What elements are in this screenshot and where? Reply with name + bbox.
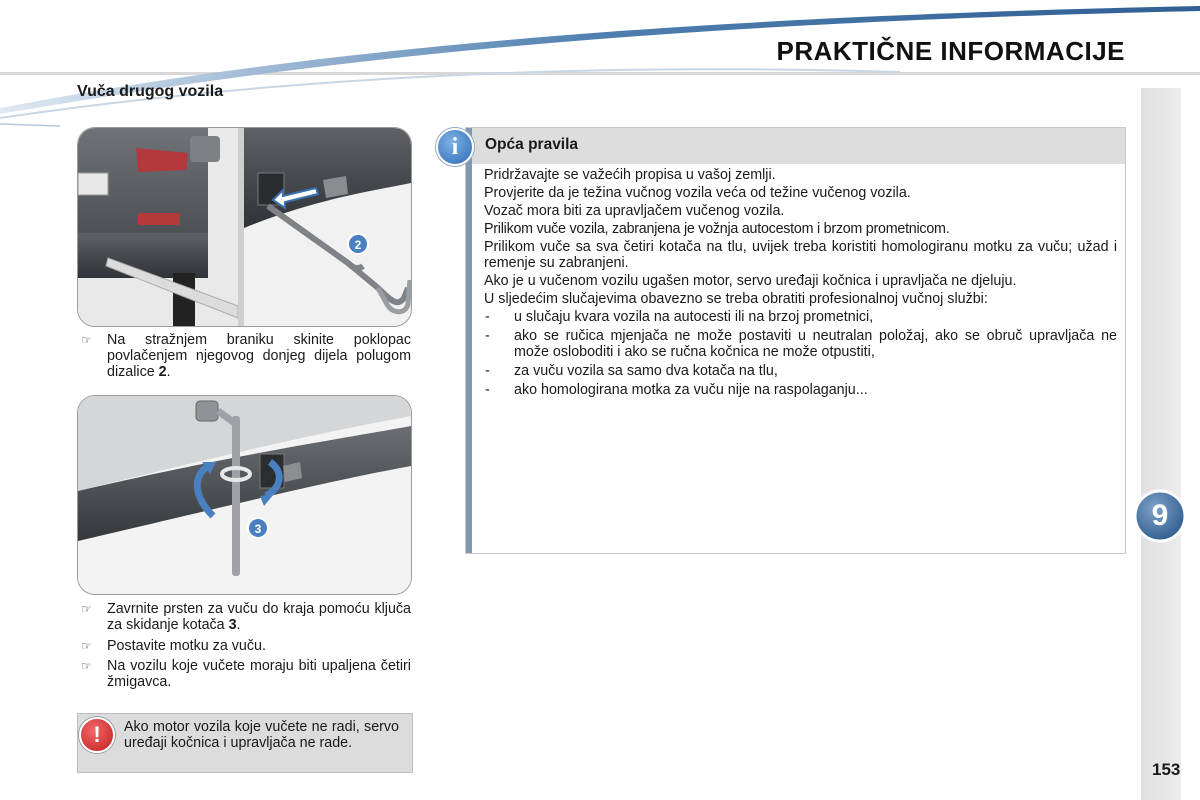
bumper-cover-illustration — [77, 127, 412, 327]
chapter-number: 9 — [1151, 499, 1169, 532]
page-number: 153 — [1152, 760, 1181, 779]
step-2: ☞ Zavrnite prsten za vuču do kraja pomoću ključa za skidanje kotača 3. — [81, 601, 411, 633]
figure2-callout: 3 — [254, 522, 262, 536]
step-3-text: Postavite motku za vuču. — [107, 638, 266, 654]
info-title: Opća pravila — [485, 136, 579, 153]
step-3 — [81, 638, 411, 654]
step-4-text: Na vozilu koje vučete moraju biti upaljena četiri žmigavca. — [107, 658, 411, 690]
warning-text: Ako motor vozila koje vučete ne radi, servo uređaji kočnica i upravljača ne rade. — [124, 719, 399, 751]
info-icon: i — [436, 128, 474, 166]
info-body — [484, 167, 1117, 401]
figure1-callout: 2 — [354, 238, 362, 252]
step-2-text: Zavrnite prsten za vuču do kraja pomoću ključa za skidanje kotača — [107, 601, 411, 633]
info-paragraph: Vozač mora biti za upravljačem vučenog vozila. — [484, 203, 785, 219]
info-paragraph: Ako je u vučenom vozilu ugašen motor, servo uređaji kočnica i upravljača ne djeluju. — [484, 273, 1017, 289]
info-case-item: - u slučaju kvara vozila na autocesti ili na brzoj prometnici, — [484, 309, 1117, 325]
info-paragraph: Prilikom vuče vozila, zabranjena je vožnja autocestom i brzom prometnicom. — [484, 221, 950, 237]
pointing-hand-icon: ☞ — [81, 333, 92, 347]
info-case-item: - ako homologirana motka za vuču nije na raspolaganju... — [484, 382, 1117, 398]
info-paragraph: Provjerite da je težina vučnog vozila veća od težine vučenog vozila. — [484, 185, 911, 201]
step-1: ☞ Na stražnjem braniku skinite poklopac povlačenjem njegovog donjeg dijela polugom dizalice 2. — [81, 332, 411, 380]
chapter-title: PRAKTIČNE INFORMACIJE — [776, 36, 1125, 66]
step-4 — [81, 658, 411, 690]
info-case-item: - ako se ručica mjenjača ne može postaviti u neutralan položaj, ako se obruč upravljača ne može osloboditi i ako se ručna kočnica ne može otpustiti, — [484, 328, 1117, 360]
step-1-text: Na stražnjem braniku skinite poklopac povlačenjem njegovog donjeg dijela polugom dizalice — [107, 332, 411, 380]
step-1-ref: 2 — [158, 364, 167, 380]
pointing-hand-icon: ☞ — [81, 639, 92, 653]
info-paragraph: Pridržavajte se važećih propisa u vašoj zemlji. — [484, 167, 776, 183]
step-2-ref: 3 — [228, 617, 237, 633]
towing-eye-illustration — [77, 395, 412, 595]
info-case-item: - za vuču vozila sa samo dva kotača na tlu, — [484, 363, 1117, 379]
section-title: Vuča drugog vozila — [77, 83, 224, 100]
pointing-hand-icon: ☞ — [81, 602, 92, 616]
info-paragraph: Prilikom vuče sa sva četiri kotača na tlu, uvijek treba koristiti homologiranu motku za vuču; užad i remenje su zabranjeni. — [484, 239, 1117, 271]
info-box-accent-bar — [466, 128, 472, 553]
chapter-side-strip — [1141, 88, 1181, 800]
info-paragraph: U sljedećim slučajevima obavezno se treba obratiti profesionalnoj vučnoj službi: — [484, 291, 988, 307]
warning-icon: ! — [79, 717, 115, 753]
pointing-hand-icon: ☞ — [81, 659, 92, 673]
